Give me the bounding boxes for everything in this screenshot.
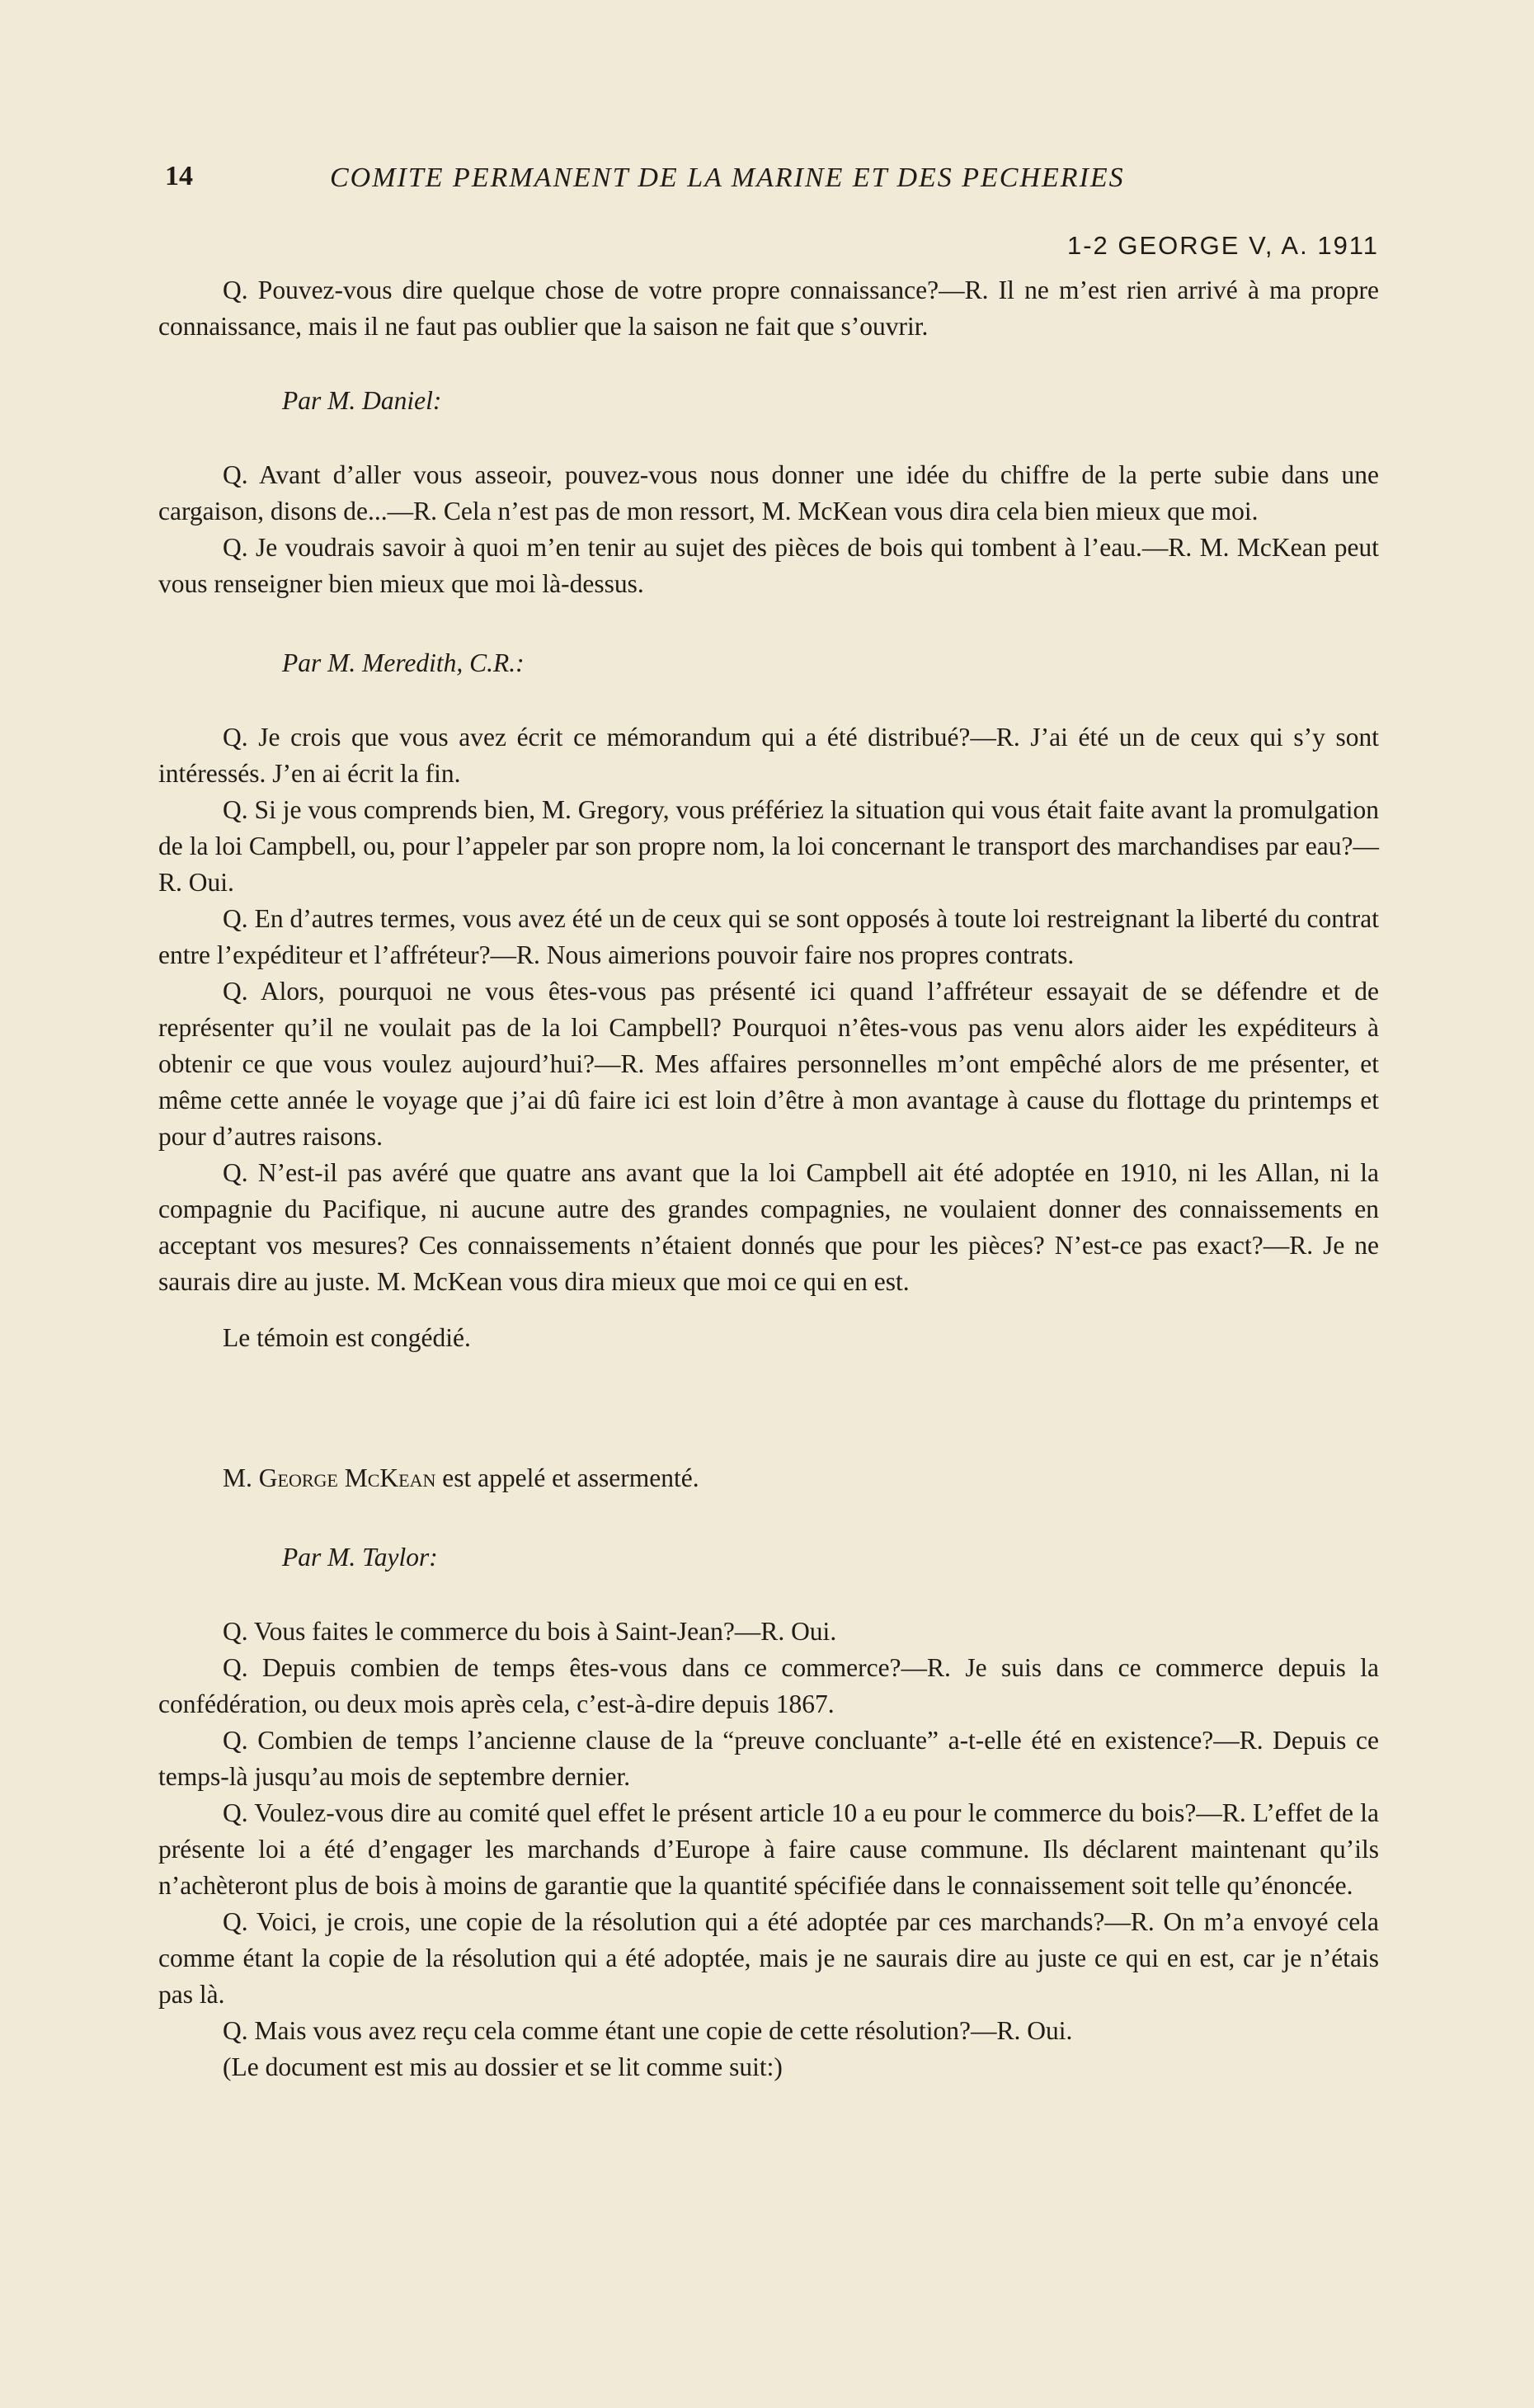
witness-called-line bbox=[158, 1460, 1379, 1496]
page-number: 14 bbox=[165, 161, 193, 191]
speaker-heading: Par M. Meredith, C.R.: bbox=[282, 648, 525, 677]
witness-status: est appelé et assermenté. bbox=[442, 1463, 699, 1492]
session-label: 1-2 GEORGE V, A. 1911 bbox=[1066, 231, 1379, 260]
witness-dismissed-note: Le témoin est congédié. bbox=[223, 1323, 471, 1352]
page-body bbox=[158, 272, 1379, 2085]
question-answer-paragraph: Q. Si je vous comprends bien, M. Gregory, vous préfériez la situation qui vous était faite avant la promulgation de la loi Campbell, ou, pour l’appeler par son propre nom, la loi concernant le transport des marchandises par eau?—R. Oui. bbox=[158, 795, 1379, 897]
question-answer-paragraph: Q. Vous faites le commerce du bois à Saint-Jean?—R. Oui. bbox=[223, 1617, 837, 1646]
speaker-heading: Par M. Taylor: bbox=[282, 1543, 438, 1572]
question-answer-paragraph: Q. En d’autres termes, vous avez été un de ceux qui se sont opposés à toute loi restreignant la liberté du contrat entre l’expéditeur et l’affréteur?—R. Nous aimerions pouvoir faire nos propres contrats. bbox=[158, 904, 1379, 969]
question-answer-paragraph: Q. Voulez-vous dire au comité quel effet le présent article 10 a eu pour le commerce du bois?—R. L’effet de la présente loi a été d’engager les marchands d’Europe à faire cause commune. Ils déclarent maintenant qu’ils n’achèteront plus de bois à moins de garantie que la quantité spécifiée dans le connaissement soit telle qu’énoncée. bbox=[158, 1798, 1379, 1900]
question-answer-paragraph: Q. Mais vous avez reçu cela comme étant une copie de cette résolution?—R. Oui. bbox=[223, 2016, 1073, 2045]
question-answer-paragraph: Q. Depuis combien de temps êtes-vous dans ce commerce?—R. Je suis dans ce commerce depuis la confédération, ou deux mois après cela, c’est-à-dire depuis 1867. bbox=[158, 1653, 1379, 1718]
question-answer-paragraph: Q. Combien de temps l’ancienne clause de la “preuve concluante” a-t-elle été en existence?—R. Depuis ce temps-là jusqu’au mois de septembre dernier. bbox=[158, 1726, 1379, 1791]
running-title: COMITE PERMANENT DE LA MARINE ET DES PECHERIES bbox=[330, 163, 1125, 193]
speaker-heading: Par M. Daniel: bbox=[282, 386, 442, 415]
question-answer-paragraph: Q. Je voudrais savoir à quoi m’en tenir au sujet des pièces de bois qui tombent à l’eau.—R. M. McKean peut vous renseigner bien mieux que moi là-dessus. bbox=[158, 533, 1379, 598]
witness-name: George McKean bbox=[258, 1463, 436, 1492]
question-answer-paragraph: Q. Avant d’aller vous asseoir, pouvez-vous nous donner une idée du chiffre de la perte subie dans une cargaison, disons de...—R. Cela n’est pas de mon ressort, M. McKean vous dira cela bien mieux que moi. bbox=[158, 460, 1379, 525]
question-answer-paragraph: Q. Je crois que vous avez écrit ce mémorandum qui a été distribué?—R. J’ai été un de ceux qui s’y sont intéressés. J’en ai écrit la fin. bbox=[158, 723, 1379, 788]
question-answer-paragraph: Q. Voici, je crois, une copie de la résolution qui a été adoptée par ces marchands?—R. On m’a envoyé cela comme étant la copie de la résolution qui a été adoptée, mais je ne saurais dire au juste ce qui en est, car je n’étais pas là. bbox=[158, 1907, 1379, 2009]
page-header bbox=[165, 161, 1386, 202]
witness-title: M. bbox=[223, 1463, 252, 1492]
document-note: (Le document est mis au dossier et se lit comme suit:) bbox=[223, 2052, 783, 2081]
question-answer-paragraph: Q. Alors, pourquoi ne vous êtes-vous pas présenté ici quand l’affréteur essayait de se défendre et de représenter qu’il ne voulait pas de la loi Campbell? Pourquoi n’êtes-vous pas venu alors aider les expéditeurs à obtenir ce que vous voulez aujourd’hui?—R. Mes affaires personnelles m’ont empêché alors de me présenter, et même cette année le voyage que j’ai dû faire ici est loin d’être à mon avantage à cause du flottage du printemps et pour d’autres raisons. bbox=[158, 977, 1379, 1151]
question-answer-paragraph: Q. Pouvez-vous dire quelque chose de votre propre connaissance?—R. Il ne m’est rien arrivé à ma propre connaissance, mais il ne faut pas oublier que la saison ne fait que s’ouvrir. bbox=[158, 276, 1379, 341]
question-answer-paragraph: Q. N’est-il pas avéré que quatre ans avant que la loi Campbell ait été adoptée en 1910, ni les Allan, ni la compagnie du Pacifique, ni aucune autre des grandes compagnies, ne voulaient donner des connaissements en acceptant vos mesures? Ces connaissements n’étaient donnés que pour les pièces? N’est-ce pas exact?—R. Je ne saurais dire au juste. M. McKean vous dira mieux que moi ce qui en est. bbox=[158, 1158, 1379, 1296]
